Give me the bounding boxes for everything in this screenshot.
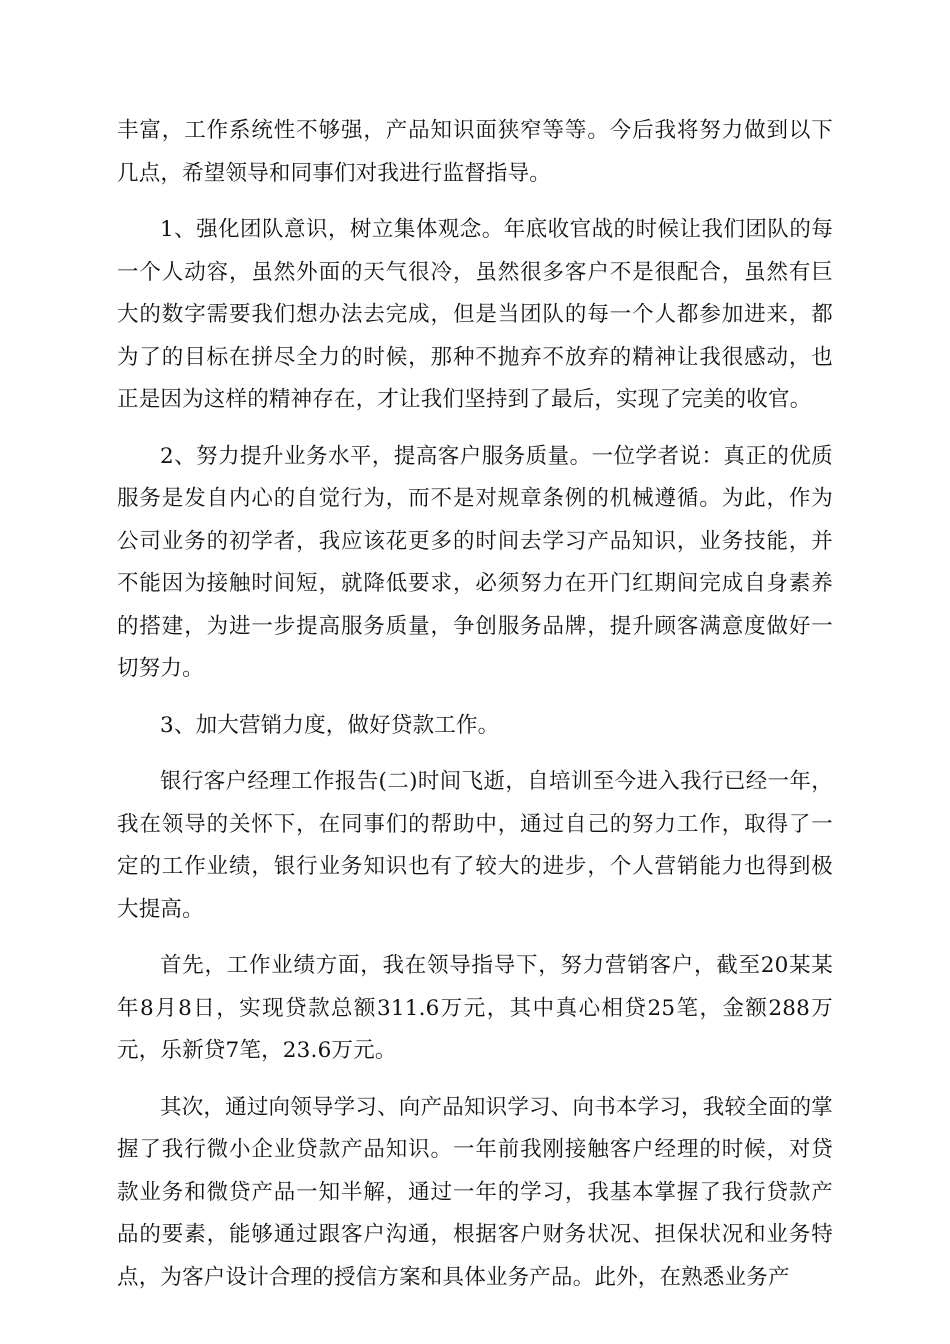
paragraph-performance: 首先，工作业绩方面，我在领导指导下，努力营销客户，截至20某某年8月8日，实现贷款总额311.6万元，其中真心相贷25笔，金额288万元，乐新贷7笔，23.6万元。 bbox=[117, 953, 833, 1063]
paragraph-report-two-intro: 银行客户经理工作报告(二)时间飞逝，自培训至今进入我行已经一年，我在领导的关怀下，在同事们的帮助中，通过自己的努力工作，取得了一定的工作业绩，银行业务知识也有了较大的进步，个人营销能力也得到极大提高。 bbox=[117, 769, 833, 922]
paragraph-learning: 其次，通过向领导学习、向产品知识学习、向书本学习，我较全面的掌握了我行微小企业贷款产品知识。一年前我刚接触客户经理的时候，对贷款业务和微贷产品一知半解，通过一年的学习，我基本掌握了我行贷款产品的要素，能够通过跟客户沟通，根据客户财务状况、担保状况和业务特点，为客户设计合理的授信方案和具体业务产品。此外，在熟悉业务产 bbox=[117, 1094, 833, 1290]
paragraph-team-awareness: 1、强化团队意识，树立集体观念。年底收官战的时候让我们团队的每一个人动容，虽然外面的天气很冷，虽然很多客户不是很配合，虽然有巨大的数字需要我们想办法去完成，但是当团队的每一个人都参加进来，都为了的目标在拼尽全力的时候，那种不抛弃不放弃的精神让我很感动，也正是因为这样的精神存在，才让我们坚持到了最后，实现了完美的收官。 bbox=[117, 217, 833, 412]
paragraph-service-quality: 2、努力提升业务水平，提高客户服务质量。一位学者说：真正的优质服务是发自内心的自觉行为，而不是对规章条例的机械遵循。为此，作为公司业务的初学者，我应该花更多的时间去学习产品知识，业务技能，并不能因为接触时间短，就降低要求，必须努力在开门红期间完成自身素养的搭建，为进一步提高服务质量，争创服务品牌，提升顾客满意度做好一切努力。 bbox=[117, 443, 833, 681]
paragraph-continuation: 丰富，工作系统性不够强，产品知识面狭窄等等。今后我将努力做到以下几点，希望领导和同事们对我进行监督指导。 bbox=[117, 118, 833, 186]
document-page bbox=[117, 110, 833, 1313]
paragraph-marketing: 3、加大营销力度，做好贷款工作。 bbox=[160, 712, 500, 738]
